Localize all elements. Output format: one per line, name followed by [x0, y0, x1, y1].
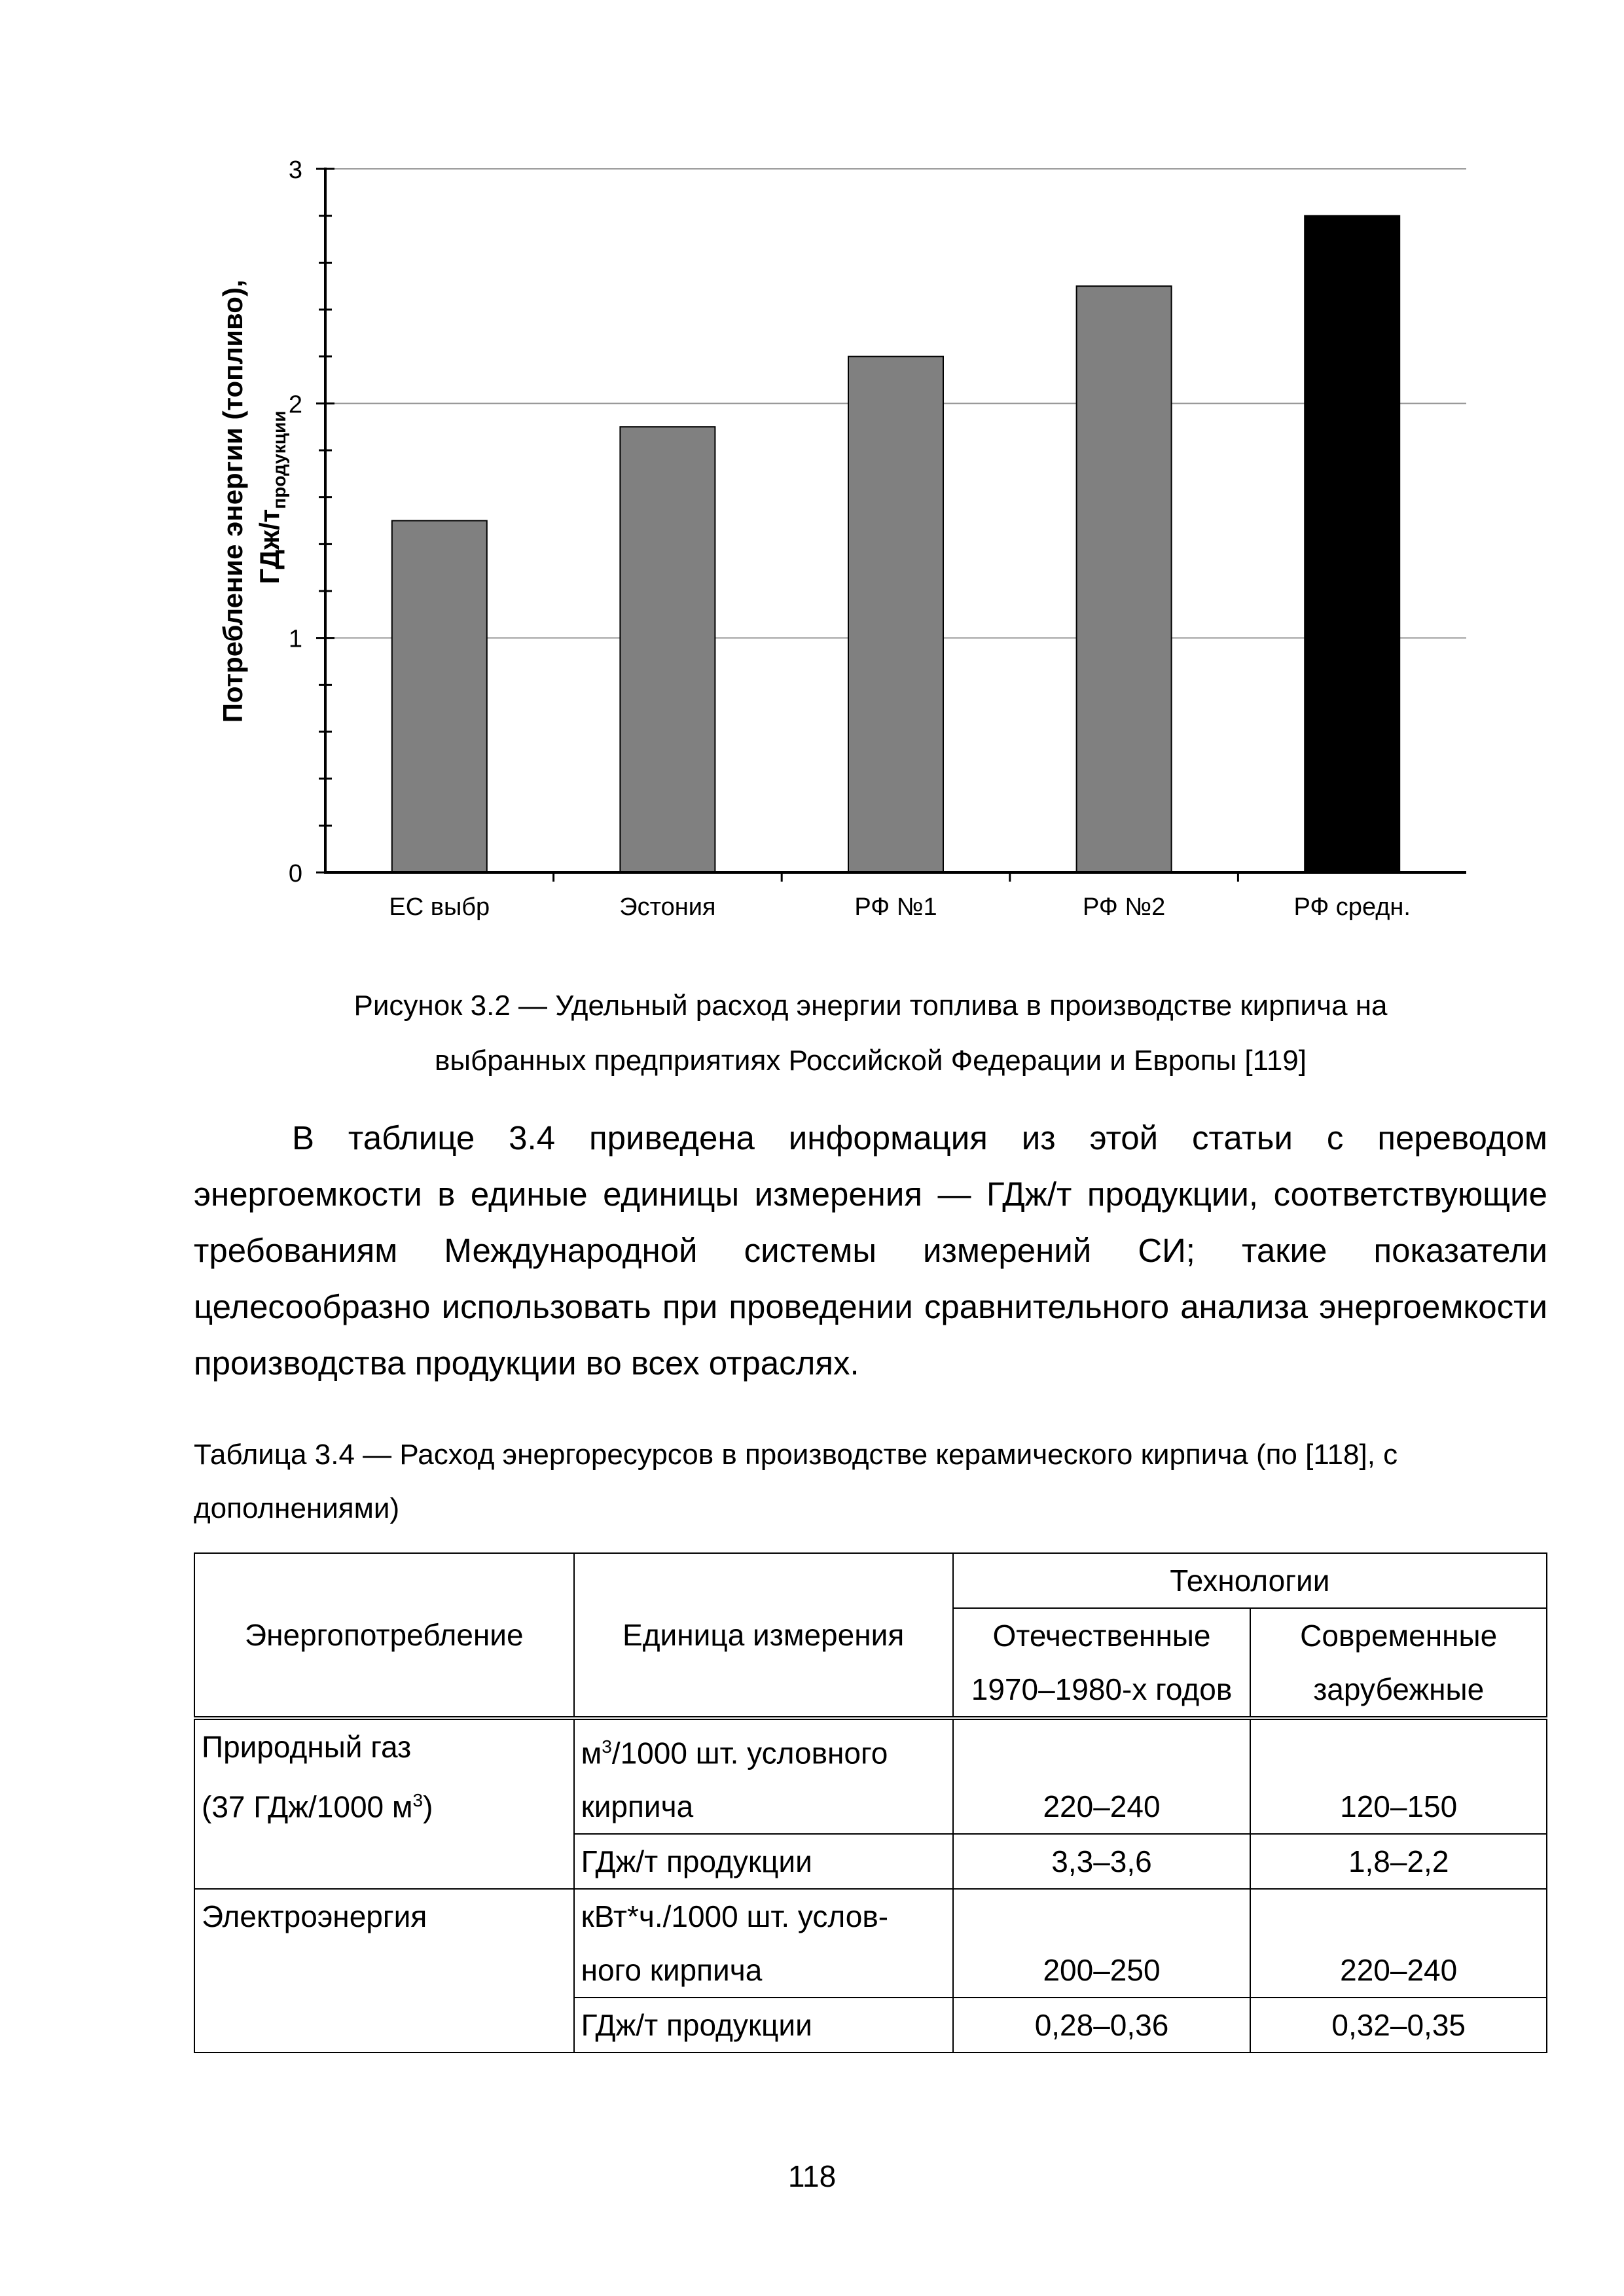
bar — [392, 521, 487, 873]
cell-electric-val1-mod: 220–240 — [1250, 1889, 1547, 1998]
energy-table — [194, 1552, 1547, 2053]
cell-electric-name: Электроэнергия — [194, 1889, 574, 2053]
cell-gas-val1-mod: 120–150 — [1250, 1718, 1547, 1834]
electric-unit1-line2: ного кирпича — [581, 1953, 763, 1988]
y-tick-label: 3 — [288, 156, 302, 184]
cell-gas-name — [194, 1718, 574, 1889]
header-unit: Единица измерения — [574, 1553, 953, 1718]
cell-electric-unit1 — [574, 1889, 953, 1998]
bar — [848, 357, 943, 872]
header-technologies: Технологии — [953, 1553, 1547, 1608]
y-axis-label-line2: ГДж/т — [254, 509, 285, 584]
header-modern-line2: зарубежные — [1313, 1672, 1485, 1706]
header-modern-line1: Современные — [1300, 1619, 1498, 1653]
chart-y-axis-label — [217, 272, 289, 723]
gas-unit1-line2: кирпича — [581, 1789, 694, 1824]
body-paragraph — [194, 1110, 1547, 1391]
chart-bars — [392, 216, 1399, 872]
table-header-row — [194, 1553, 1547, 1608]
cell-gas-val1-dom: 220–240 — [953, 1718, 1251, 1834]
y-tick-label: 0 — [288, 860, 302, 888]
x-tick-label: РФ №1 — [854, 893, 937, 921]
page-number: 118 — [787, 2159, 837, 2193]
y-tick-label: 1 — [288, 625, 302, 653]
bar — [1077, 286, 1172, 872]
y-axis-label-line1: Потребление энергии (топливо), — [217, 279, 248, 723]
electric-unit1-line1: кВт*ч./1000 шт. услов- — [581, 1899, 889, 1934]
header-domestic-line1: Отечественные — [992, 1619, 1211, 1653]
bar — [1305, 216, 1399, 872]
x-tick-label: Эстония — [619, 893, 716, 921]
table-caption: Таблица 3.4 — Расход энергоресурсов в производстве керамического кирпича (по [118], с дополнениями) — [194, 1439, 1398, 1524]
bar-chart — [0, 0, 1624, 956]
header-energy-consumption: Энергопотребление — [194, 1553, 574, 1718]
cell-electric-val2-mod: 0,32–0,35 — [1250, 1998, 1547, 2053]
cell-gas-unit1 — [574, 1718, 953, 1834]
gas-name-line1: Природный газ — [202, 1730, 412, 1764]
cell-gas-val2-mod: 1,8–2,2 — [1250, 1834, 1547, 1889]
x-tick-label: РФ №2 — [1082, 893, 1166, 921]
x-tick-label: РФ средн. — [1293, 893, 1411, 921]
cell-gas-unit2: ГДж/т продукции — [574, 1834, 953, 1889]
table-row-electric-1 — [194, 1889, 1547, 1998]
gas-name-line2: (37 ГДж/1000 $м^3$) — [202, 1789, 433, 1824]
y-axis-label-subscript: продукции — [269, 410, 289, 509]
header-modern — [1250, 1608, 1547, 1718]
figure-caption-line2: выбранных предприятиях Российской Федерации и Европы [119] — [435, 1045, 1307, 1077]
header-domestic — [953, 1608, 1251, 1718]
cell-electric-unit2: ГДж/т продукции — [574, 1998, 953, 2053]
y-tick-label: 2 — [288, 391, 302, 419]
cell-electric-val1-dom: 200–250 — [953, 1889, 1251, 1998]
x-tick-label: ЕС выбр — [389, 893, 490, 921]
paragraph-text: В таблице 3.4 приведена информация из этой статьи с переводом энергоемкости в единые единицы измерения — ГДж/т продукции, соответствующие требованиям Международной системы измерений СИ; такие показатели целесообразно использовать при проведении сравнительного анализа энергоемкости производства продукции во всех отраслях. — [194, 1119, 1547, 1382]
cell-gas-val2-dom: 3,3–3,6 — [953, 1834, 1251, 1889]
header-domestic-line2: 1970–1980-х годов — [971, 1672, 1233, 1706]
gas-unit1-line1: $м^3/1000$ шт. условного — [581, 1736, 888, 1770]
table-row-gas-1 — [194, 1718, 1547, 1834]
figure-caption — [196, 978, 1545, 1088]
cell-electric-val2-dom: 0,28–0,36 — [953, 1998, 1251, 2053]
figure-caption-line1: Рисунок 3.2 — Удельный расход энергии топлива в производстве кирпича на — [353, 990, 1388, 1022]
bar — [620, 427, 715, 872]
